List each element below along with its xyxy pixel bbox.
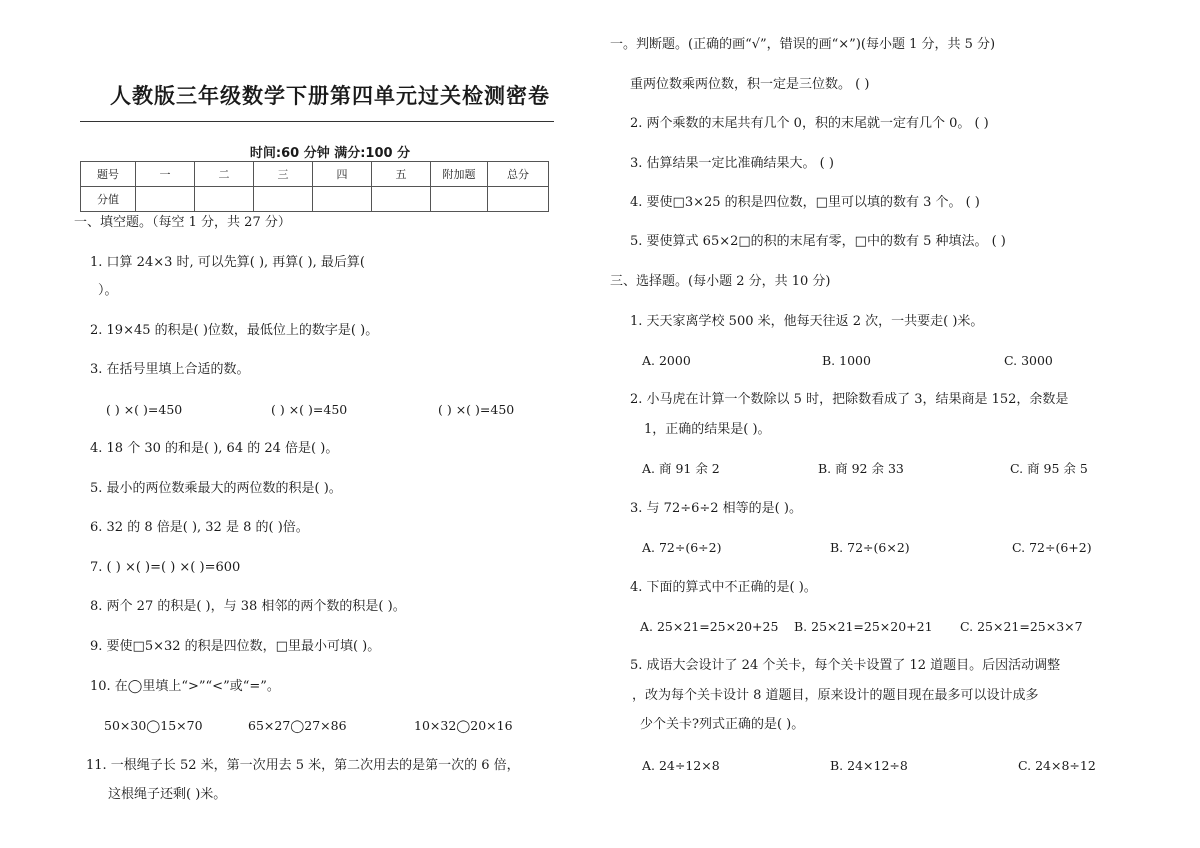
section-2-heading: 一。判断题。(正确的画“√”，错误的画“×”)(每小题 1 分，共 5 分) xyxy=(610,37,996,52)
left-column xyxy=(70,0,590,848)
choice-question-3: 3. 与 72÷6÷2 相等的是( )。 xyxy=(630,501,802,516)
score-cell[interactable] xyxy=(372,187,431,212)
choice-question-2: 2. 小马虎在计算一个数除以 5 时，把除数看成了 3，结果商是 152，余数是 xyxy=(630,392,1069,407)
choice-question-4: 4. 下面的算式中不正确的是( )。 xyxy=(630,580,817,595)
score-cell[interactable] xyxy=(136,187,195,212)
judge-item-4: 4. 要使□3×25 的积是四位数，□里可以填的数有 3 个。 ( ) xyxy=(630,195,980,210)
question-1-11: 11. 一根绳子长 52 米，第一次用去 5 米，第二次用去的是第一次的 6 倍， xyxy=(86,758,520,773)
question-1-9: 9. 要使□5×32 的积是四位数，□里最小可填( )。 xyxy=(90,639,381,654)
score-cell[interactable] xyxy=(195,187,254,212)
option-a[interactable]: A. 24÷12×8 xyxy=(642,758,720,773)
score-cell[interactable] xyxy=(431,187,488,212)
right-column xyxy=(610,0,1170,848)
question-1-1-cont: ）。 xyxy=(98,283,118,298)
option-a[interactable]: A. 商 91 余 2 xyxy=(642,461,720,476)
choice-question-5: 5. 成语大会设计了 24 个关卡，每个关卡设置了 12 道题目。后因活动调整 xyxy=(630,658,1061,673)
option-a[interactable]: A. 25×21=25×20+25 xyxy=(640,619,779,634)
question-1-1: 1. 口算 24×3 时, 可以先算( ), 再算( ), 最后算( xyxy=(90,255,365,270)
option-a[interactable]: A. 72÷(6÷2) xyxy=(642,540,722,555)
score-cell[interactable] xyxy=(488,187,549,212)
score-table-header: 总分 xyxy=(488,162,549,187)
judge-item-2: 2. 两个乘数的末尾共有几个 0，积的末尾就一定有几个 0。 ( ) xyxy=(630,116,989,131)
score-cell[interactable] xyxy=(313,187,372,212)
score-table-header: 题号 xyxy=(81,162,136,187)
question-1-8: 8. 两个 27 的积是( )，与 38 相邻的两个数的积是( )。 xyxy=(90,599,406,614)
score-table-value-row xyxy=(81,187,549,212)
score-table-header: 三 xyxy=(254,162,313,187)
question-1-11-cont: 这根绳子还剩( )米。 xyxy=(108,787,227,802)
judge-item-3: 3. 估算结果一定比准确结果大。 ( ) xyxy=(630,156,834,171)
option-c[interactable]: C. 72÷(6+2) xyxy=(1012,540,1092,555)
question-1-6: 6. 32 的 8 倍是( ), 32 是 8 的( )倍。 xyxy=(90,520,309,535)
page-title: 人教版三年级数学下册第四单元过关检测密卷 xyxy=(110,84,550,108)
section-1-heading: 一、填空题。（每空 1 分，共 27 分） xyxy=(74,215,291,230)
option-c[interactable]: C. 商 95 余 5 xyxy=(1010,461,1088,476)
score-table-header: 二 xyxy=(195,162,254,187)
exam-time-and-score: 时间:60 分钟 满分:100 分 xyxy=(249,146,411,161)
blank-expression: ( ) ×( )=450 xyxy=(106,402,183,417)
compare-expression: 10×32◯20×16 xyxy=(414,718,513,733)
score-table-header: 附加题 xyxy=(431,162,488,187)
choice-question-5-cont2: 少个关卡?列式正确的是( )。 xyxy=(640,717,805,732)
option-b[interactable]: B. 72÷(6×2) xyxy=(830,540,910,555)
question-1-2: 2. 19×45 的积是( )位数，最低位上的数字是( )。 xyxy=(90,323,379,338)
option-b[interactable]: B. 24×12÷8 xyxy=(830,758,908,773)
choice-question-1: 1. 天天家离学校 500 米，他每天往返 2 次，一共要走( )米。 xyxy=(630,314,984,329)
compare-expression: 50×30◯15×70 xyxy=(104,718,203,733)
choice-question-2-cont: 1，正确的结果是( )。 xyxy=(644,422,771,437)
option-b[interactable]: B. 商 92 余 33 xyxy=(818,461,904,476)
question-1-5: 5. 最小的两位数乘最大的两位数的积是( )。 xyxy=(90,481,342,496)
score-table xyxy=(80,161,549,212)
question-1-4: 4. 18 个 30 的和是( ), 64 的 24 倍是( )。 xyxy=(90,441,339,456)
blank-expression: ( ) ×( )=450 xyxy=(271,402,348,417)
title-divider xyxy=(80,121,554,122)
score-cell[interactable] xyxy=(254,187,313,212)
option-c[interactable]: C. 3000 xyxy=(1004,353,1053,368)
option-c[interactable]: C. 24×8÷12 xyxy=(1018,758,1096,773)
score-table-row-label: 分值 xyxy=(81,187,136,212)
judge-item-1: 重两位数乘两位数，积一定是三位数。 ( ) xyxy=(630,77,870,92)
score-table-header-row xyxy=(81,162,549,187)
option-a[interactable]: A. 2000 xyxy=(642,353,691,368)
compare-expression: 65×27◯27×86 xyxy=(248,718,347,733)
question-1-10: 10. 在◯里填上“>”“<”或“=”。 xyxy=(90,679,280,694)
option-b[interactable]: B. 25×21=25×20+21 xyxy=(794,619,933,634)
section-3-heading: 三、选择题。(每小题 2 分，共 10 分) xyxy=(610,274,831,289)
choice-question-5-cont: ，改为每个关卡设计 8 道题目，原来设计的题目现在最多可以设计成多 xyxy=(632,688,1039,703)
question-1-7: 7. ( ) ×( )=( ) ×( )=600 xyxy=(90,560,241,575)
blank-expression: ( ) ×( )=450 xyxy=(438,402,515,417)
score-table-header: 四 xyxy=(313,162,372,187)
score-table-header: 一 xyxy=(136,162,195,187)
question-1-3: 3. 在括号里填上合适的数。 xyxy=(90,362,250,377)
judge-item-5: 5. 要使算式 65×2□的积的末尾有零，□中的数有 5 种填法。 ( ) xyxy=(630,234,1006,249)
score-table-header: 五 xyxy=(372,162,431,187)
option-b[interactable]: B. 1000 xyxy=(822,353,871,368)
option-c[interactable]: C. 25×21=25×3×7 xyxy=(960,619,1083,634)
